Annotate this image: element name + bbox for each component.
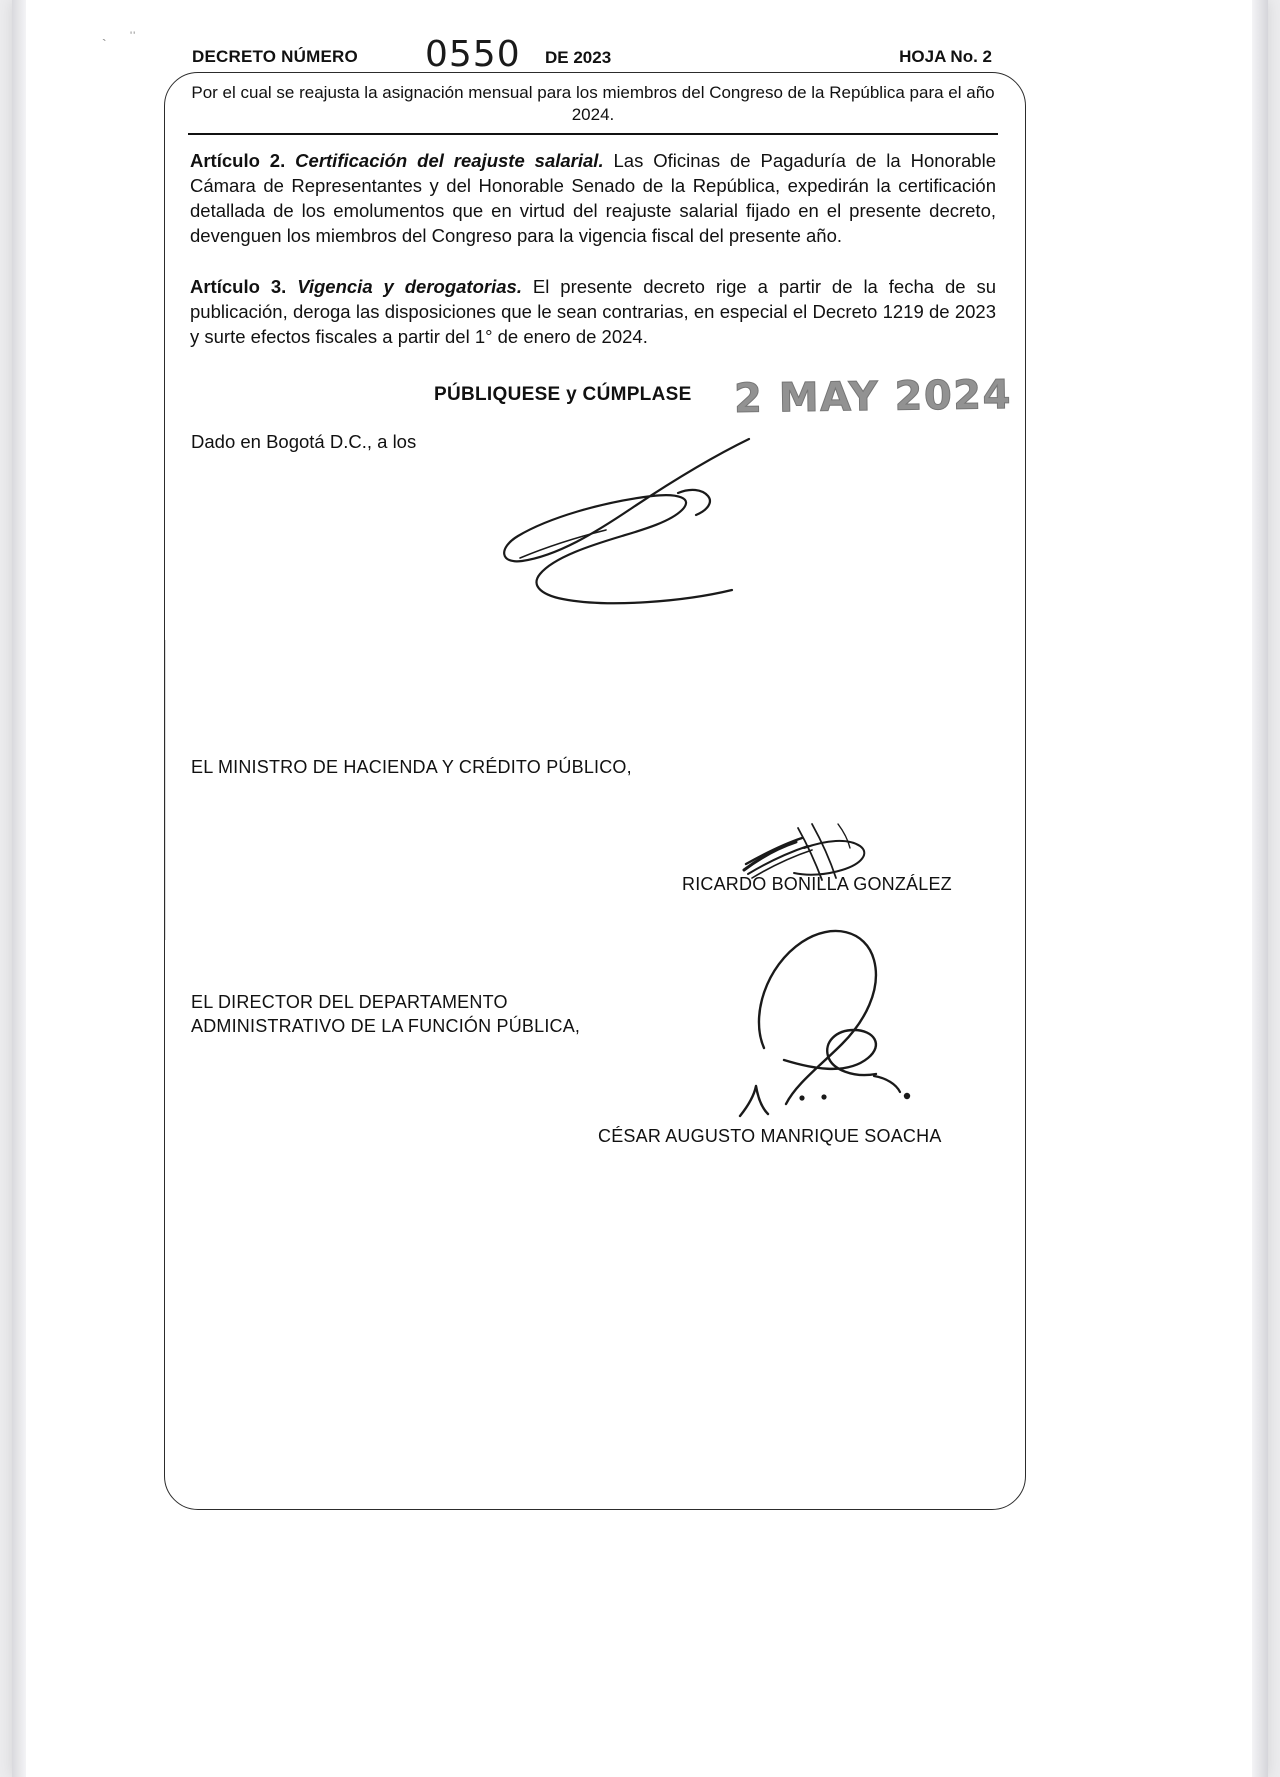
director-title [191, 990, 580, 1038]
issued-place-line: Dado en Bogotá D.C., a los [191, 431, 417, 452]
decree-year: DE 2023 [545, 48, 612, 67]
article-2-head: Artículo 2. [190, 150, 286, 171]
article-3-title: Vigencia y derogatorias. [297, 276, 522, 297]
director-title-line-2: ADMINISTRATIVO DE LA FUNCIÓN PÚBLICA, [191, 1016, 581, 1036]
decree-subject [188, 82, 998, 135]
document-page [12, 0, 1268, 1777]
stray-pen-mark: '' [130, 30, 137, 42]
page-left-shadow [12, 0, 26, 1777]
subject-divider [188, 133, 998, 135]
scan-artifact-line [165, 640, 166, 940]
article-3 [190, 274, 996, 349]
article-2 [190, 148, 996, 248]
article-2-body: Las Oficinas de Pagaduría de la Honorable Cámara de Representantes y del Honorable Senado de la República, expedirán la certificación detallada de los emolumentos que en virtud del reajuste salarial fijado en el presente decreto, devenguen los miembros del Congreso para la vigencia fiscal del presente año. [190, 150, 996, 246]
article-3-head: Artículo 3. [190, 276, 287, 297]
decree-number-label: DECRETO NÚMERO [192, 47, 358, 66]
director-name: CÉSAR AUGUSTO MANRIQUE SOACHA [598, 1126, 942, 1146]
publish-and-comply-line: PÚBLIQUESE y CÚMPLASE [434, 384, 692, 405]
decree-subject-text: Por el cual se reajusta la asignación mensual para los miembros del Congreso de la República para el año 2024. [191, 83, 995, 124]
page-right-shadow [1252, 0, 1268, 1777]
decree-body [190, 148, 996, 349]
decree-number-value: 0550 [425, 34, 521, 75]
article-3-body: El presente decreto rige a partir de la fecha de su publicación, deroga las disposiciones que le sean contrarias, en especial el Decreto 1219 de 2023 y surte efectos fiscales a partir del 1° de enero de 2024. [190, 276, 997, 347]
sheet-number: HOJA No. 2 [899, 47, 992, 66]
article-2-title: Certificación del reajuste salarial. [295, 150, 604, 171]
director-title-line-1: EL DIRECTOR DEL DEPARTAMENTO [191, 992, 508, 1012]
minister-title: EL MINISTRO DE HACIENDA Y CRÉDITO PÚBLICO, [191, 757, 632, 777]
date-stamp: 2 MAY 2024 [733, 372, 1013, 422]
stray-pen-mark-2: ` [102, 36, 108, 52]
decree-header [192, 34, 992, 75]
minister-name: RICARDO BONILLA GONZÁLEZ [682, 874, 952, 894]
